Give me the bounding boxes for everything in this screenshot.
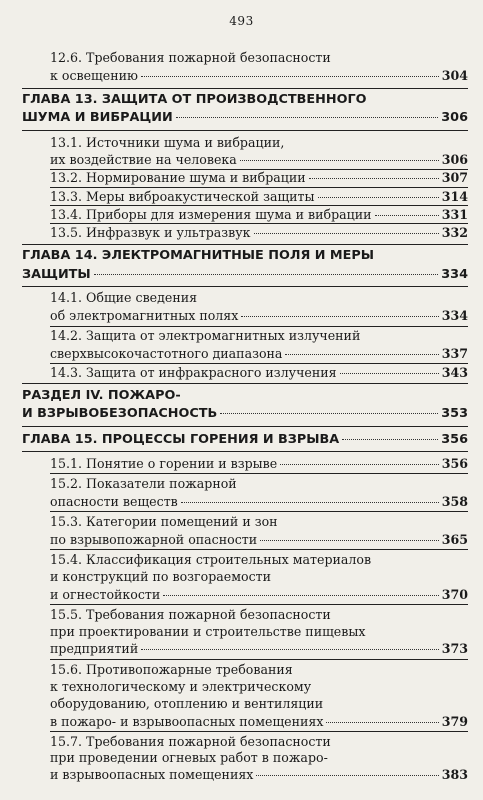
toc-page-number: 343: [441, 364, 468, 380]
leader-dots: [254, 232, 439, 234]
toc-page-number: 306: [441, 109, 468, 125]
divider: [22, 286, 468, 287]
divider: [50, 549, 468, 550]
toc-page-number: 365: [441, 531, 468, 547]
toc-entry-13-1-line-1: 13.1. Источники шума и вибрации,: [50, 134, 285, 150]
toc-chapter-15[interactable]: [22, 432, 468, 448]
leader-dots: [280, 463, 438, 465]
toc-entry-label: и огнестойкости: [50, 586, 161, 602]
toc-entry-label: к освещению: [50, 68, 138, 84]
divider: [22, 88, 468, 89]
toc-entry-14-1-line-1: 14.1. Общие сведения: [50, 289, 198, 305]
toc-entry-12-6-line-1: 12.6. Требования пожарной безопасности: [50, 50, 331, 66]
toc-page-number: 353: [441, 406, 468, 422]
toc-entry-14-2-line-1: 14.2. Защита от электромагнитных излучений: [50, 328, 361, 344]
divider: [50, 659, 468, 660]
toc-chapter-13[interactable]: [22, 110, 468, 126]
divider: [22, 451, 468, 452]
divider: [50, 604, 468, 605]
leader-dots: [285, 353, 438, 355]
leader-dots: [256, 774, 438, 776]
toc-entry-label: опасности веществ: [50, 494, 178, 510]
toc-entry-15-1[interactable]: [50, 456, 468, 472]
divider: [50, 187, 468, 188]
toc-entry-15-3-line-1: 15.3. Категории помещений и зон: [50, 514, 278, 530]
toc-page-number: 332: [441, 225, 468, 241]
toc-entry-label: и взрывоопасных помещениях: [50, 766, 254, 782]
leader-dots: [181, 501, 439, 503]
toc-page-number: 337: [441, 345, 468, 361]
toc-entry-13-5[interactable]: [50, 225, 468, 241]
toc-entry-15-4-line-2: и конструкций по возгораемости: [50, 569, 272, 585]
leader-dots: [176, 116, 439, 118]
leader-dots: [141, 75, 439, 77]
toc-entry-15-5-line-2: при проектировании и строительстве пищевых: [50, 624, 366, 640]
leader-dots: [220, 412, 438, 414]
toc-entry-label: в пожаро- и взрывоопасных помещениях: [50, 713, 324, 729]
toc-page-number: 379: [441, 713, 468, 729]
toc-chapter-14-line-1: ГЛАВА 14. ЭЛЕКТРОМАГНИТНЫЕ ПОЛЯ И МЕРЫ: [22, 248, 375, 264]
toc-entry-label: их воздействие на человека: [50, 152, 237, 168]
divider: [50, 511, 468, 512]
divider: [22, 130, 468, 131]
divider: [22, 244, 468, 245]
toc-entry-15-2-line-1: 15.2. Показатели пожарной: [50, 475, 237, 491]
toc-entry-14-2[interactable]: [50, 346, 468, 362]
leader-dots: [260, 539, 439, 541]
toc-entry-13-4[interactable]: [50, 207, 468, 223]
toc-entry-label: ЗАЩИТЫ: [22, 266, 91, 282]
toc-entry-label: 14.3. Защита от инфракрасного излучения: [50, 364, 337, 380]
divider: [50, 169, 468, 170]
toc-page-number: 356: [441, 432, 468, 448]
divider: [22, 383, 468, 384]
toc-entry-label: 15.1. Понятие о горении и взрыве: [50, 455, 278, 471]
leader-dots: [94, 273, 439, 275]
toc-entry-label: сверхвысокочастотного диапазона: [50, 345, 283, 361]
toc-entry-label: 13.3. Меры виброакустической защиты: [50, 188, 315, 204]
toc-entry-13-1[interactable]: [50, 152, 468, 168]
toc-section-4[interactable]: [22, 406, 468, 422]
toc-entry-label: 13.2. Нормирование шума и вибрации: [50, 170, 306, 186]
toc-page-number: 307: [441, 170, 468, 186]
toc-entry-15-6-line-1: 15.6. Противопожарные требования: [50, 661, 293, 677]
divider: [22, 426, 468, 427]
leader-dots: [163, 594, 438, 596]
leader-dots: [141, 648, 438, 650]
leader-dots: [326, 721, 438, 723]
toc-entry-12-6[interactable]: [50, 68, 468, 84]
leader-dots: [340, 372, 439, 374]
toc-entry-14-3[interactable]: [50, 365, 468, 381]
toc-entry-15-4-line-1: 15.4. Классификация строительных материалов: [50, 551, 372, 567]
toc-entry-label: по взрывопожарной опасности: [50, 531, 258, 547]
leader-dots: [342, 438, 438, 440]
toc-entry-label: об электромагнитных полях: [50, 308, 239, 324]
toc-entry-label: И ВЗРЫВОБЕЗОПАСНОСТЬ: [22, 406, 218, 422]
toc-entry-15-7[interactable]: [50, 767, 468, 783]
page-number: 493: [229, 14, 254, 28]
divider: [50, 223, 468, 224]
toc-entry-15-6-line-3: оборудованию, отоплению и вентиляции: [50, 696, 324, 712]
leader-dots: [309, 177, 439, 179]
toc-entry-label: ГЛАВА 15. ПРОЦЕССЫ ГОРЕНИЯ И ВЗРЫВА: [22, 432, 340, 448]
toc-entry-15-3[interactable]: [50, 532, 468, 548]
toc-entry-13-3[interactable]: [50, 189, 468, 205]
toc-page-number: 358: [441, 494, 468, 510]
toc-page-number: 304: [441, 68, 468, 84]
toc-chapter-14[interactable]: [22, 267, 468, 283]
toc-entry-label: 13.4. Приборы для измерения шума и вибрации: [50, 207, 372, 223]
divider: [50, 731, 468, 732]
toc-entry-14-1[interactable]: [50, 308, 468, 324]
toc-page-number: 383: [441, 766, 468, 782]
toc-entry-15-7-line-1: 15.7. Требования пожарной безопасности: [50, 733, 331, 749]
toc-page-number: 334: [441, 308, 468, 324]
leader-dots: [240, 159, 439, 161]
toc-entry-15-5[interactable]: [50, 641, 468, 657]
leader-dots: [241, 315, 438, 317]
toc-page-number: 331: [441, 207, 468, 223]
toc-entry-label: ШУМА И ВИБРАЦИИ: [22, 109, 173, 125]
toc-page-number: 306: [441, 152, 468, 168]
toc-section-4-line-1: РАЗДЕЛ IV. ПОЖАРО-: [22, 388, 181, 404]
toc-entry-15-2[interactable]: [50, 494, 468, 510]
toc-entry-label: 13.5. Инфразвук и ультразвук: [50, 225, 251, 241]
toc-chapter-13-line-1: ГЛАВА 13. ЗАЩИТА ОТ ПРОИЗВОДСТВЕННОГО: [22, 92, 367, 108]
toc-page-number: 373: [441, 641, 468, 657]
toc-page-number: 356: [441, 455, 468, 471]
leader-dots: [318, 196, 439, 198]
divider: [50, 205, 468, 206]
toc-entry-15-6-line-2: к технологическому и электрическому: [50, 678, 312, 694]
divider: [50, 363, 468, 364]
toc-entry-label: предприятий: [50, 641, 139, 657]
toc-page-number: 314: [441, 188, 468, 204]
toc-page-number: 370: [441, 586, 468, 602]
toc-page-number: 334: [441, 266, 468, 282]
divider: [50, 326, 468, 327]
toc-entry-15-4[interactable]: [50, 587, 468, 603]
toc-entry-13-2[interactable]: [50, 170, 468, 186]
toc-entry-15-7-line-2: при проведении огневых работ в пожаро-: [50, 750, 328, 766]
divider: [50, 473, 468, 474]
leader-dots: [375, 214, 439, 216]
toc-entry-15-5-line-1: 15.5. Требования пожарной безопасности: [50, 606, 331, 622]
toc-entry-15-6[interactable]: [50, 714, 468, 730]
